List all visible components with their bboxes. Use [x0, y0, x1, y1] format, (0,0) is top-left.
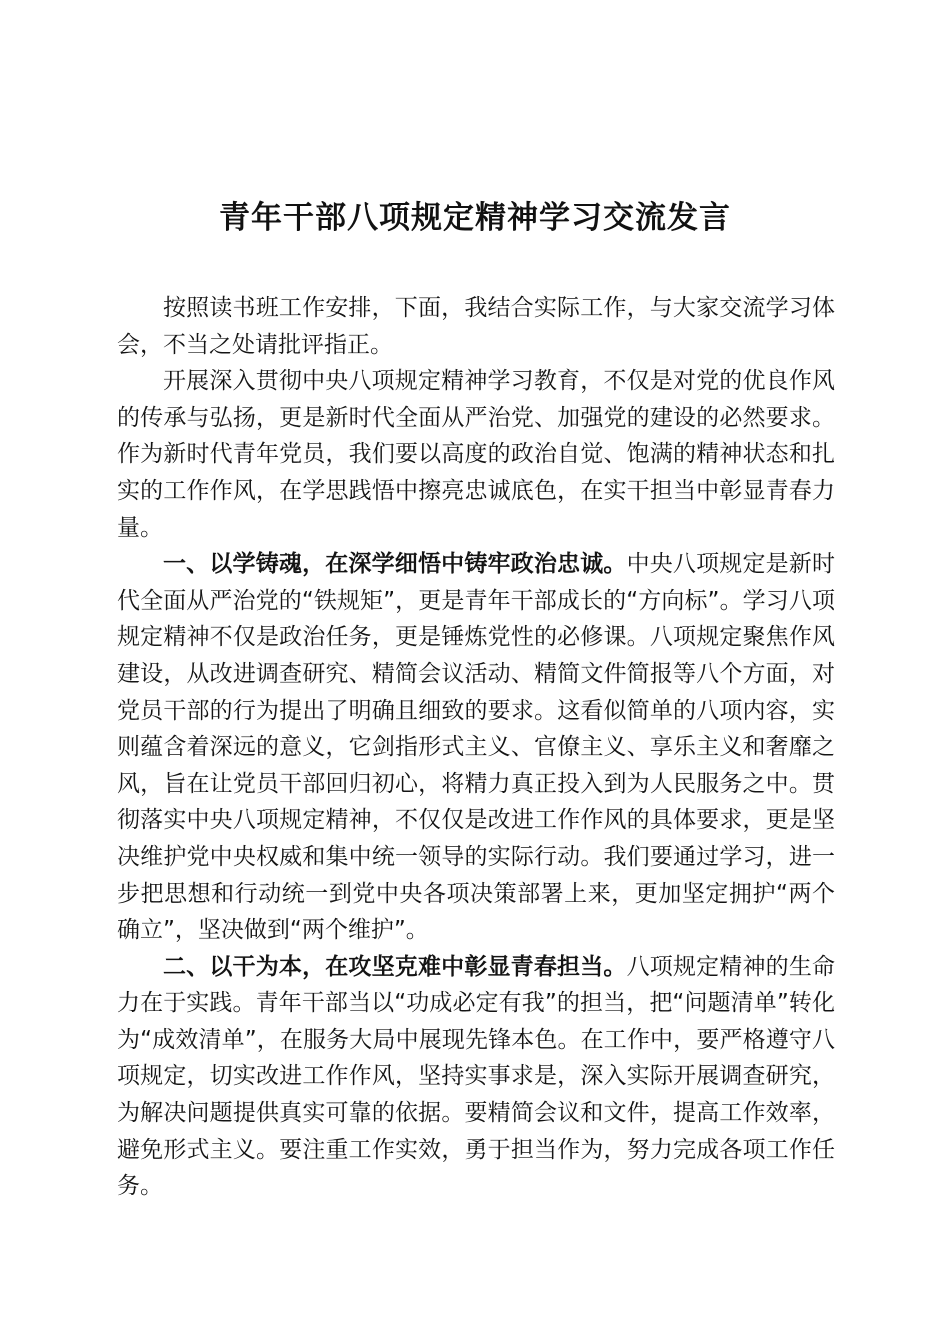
section-one-text: 中央八项规定是新时代全面从严治党的“铁规矩”，更是青年干部成长的“方向标”。学习八项规定精神不仅是政治任务，更是锤炼党性的必修课。八项规定聚焦作风建设，从改进调查研究、精简会议活动、精简文件简报等八个方面，对党员干部的行为提出了明确且细致的要求。这看似简单的八项内容，实则蕴含着深远的意义，它剑指形式主义、官僚主义、享乐主义和奢靡之风，旨在让党员干部回归初心，将精力真正投入到为人民服务之中。贯彻落实中央八项规定精神，不仅仅是改进工作作风的具体要求，更是坚决维护党中央权威和集中统一领导的实际行动。我们要通过学习，进一步把思想和行动统一到党中央各项决策部署上来，更加坚定拥护“两个确立”，坚决做到“两个维护”。 [117, 551, 836, 944]
paragraph-intro [117, 290, 835, 363]
paragraph-intro-text: 按照读书班工作安排，下面，我结合实际工作，与大家交流学习体会，不当之处请批评指正。 [117, 295, 835, 358]
document-title: 青年干部八项规定精神学习交流发言 [219, 200, 731, 236]
paragraph-overview-text: 开展深入贯彻中央八项规定精神学习教育，不仅是对党的优良作风的传承与弘扬，更是新时代全面从严治党、加强党的建设的必然要求。作为新时代青年党员，我们要以高度的政治自觉、饱满的精神状态和扎实的工作作风，在学思践悟中擦亮忠诚底色，在实干担当中彰显青春力量。 [117, 368, 835, 541]
paragraph-section-two [117, 949, 835, 1205]
section-one-heading: 一、以学铸魂，在深学细悟中铸牢政治忠诚。 [163, 551, 627, 578]
section-two-heading: 二、以干为本，在攻坚克难中彰显青春担当。 [163, 953, 627, 980]
paragraph-overview [117, 363, 835, 546]
paragraph-section-one [117, 546, 835, 949]
document-body [117, 290, 835, 1205]
section-two-text: 八项规定精神的生命力在于实践。青年干部当以“功成必定有我”的担当，把“问题清单”转化为“成效清单”，在服务大局中展现先锋本色。在工作中，要严格遵守八项规定，切实改进工作作风，坚持实事求是，深入实际开展调查研究，为解决问题提供真实可靠的依据。要精简会议和文件，提高工作效率，避免形式主义。要注重工作实效，勇于担当作为，努力完成各项工作任务。 [117, 953, 836, 1200]
